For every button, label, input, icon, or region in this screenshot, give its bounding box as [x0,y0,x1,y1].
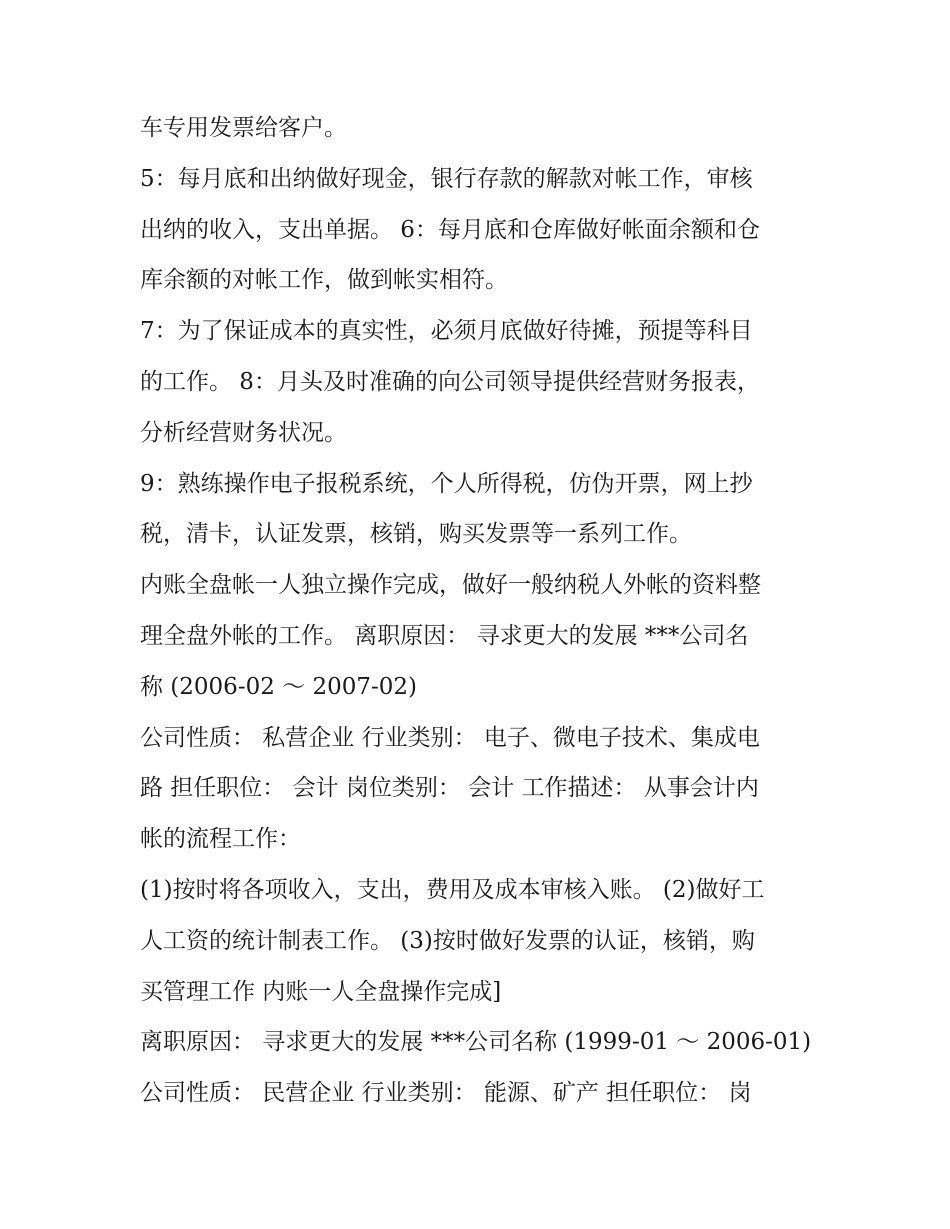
text-line: 分析经营财务状况。 [140,419,347,446]
text-line: 离职原因： 寻求更大的发展 ***公司名称 (1999-01 ～ 2006-01) [140,1029,812,1056]
text-line: 的工作。 8：月头及时准确的向公司领导提供经营财务报表， [140,368,760,395]
text-line: 公司性质： 民营企业 行业类别： 能源、矿产 担任职位： 岗 [140,1080,752,1107]
text-line: 内账全盘帐一人独立操作完成，做好一般纳税人外帐的资料整 [140,572,761,599]
text-line: 出纳的收入，支出单据。 6：每月底和仓库做好帐面余额和仓 [140,216,760,243]
text-line: 税，清卡，认证发票，核销，购买发票等一系列工作。 [140,521,692,548]
text-line: (1)按时将各项收入，支出，费用及成本审核入账。 (2)做好工 [140,876,765,903]
text-line: 人工资的统计制表工作。 (3)按时做好发票的认证，核销，购 [140,927,755,954]
text-line: 路 担任职位： 会计 岗位类别： 会计 工作描述： 从事会计内 [140,775,759,802]
text-line: 买管理工作 内账一人全盘操作完成] [140,978,502,1005]
text-line: 7：为了保证成本的真实性，必须月底做好待摊，预提等科目 [140,318,753,345]
text-line: 帐的流程工作： [140,826,301,853]
text-line: 库余额的对帐工作，做到帐实相符。 [140,267,508,294]
text-line: 车专用发票给客户。 [140,115,347,141]
text-line: 5：每月底和出纳做好现金，银行存款的解款对帐工作，审核 [140,165,753,192]
text-line: 称 (2006-02 ～ 2007-02) [140,673,418,700]
text-line: 公司性质： 私营企业 行业类别： 电子、微电子技术、集成电 [140,724,760,751]
document-body [140,103,820,1119]
text-line: 理全盘外帐的工作。 离职原因： 寻求更大的发展 ***公司名 [140,622,749,649]
text-line: 9：熟练操作电子报税系统，个人所得税，仿伪开票，网上抄 [140,470,753,497]
